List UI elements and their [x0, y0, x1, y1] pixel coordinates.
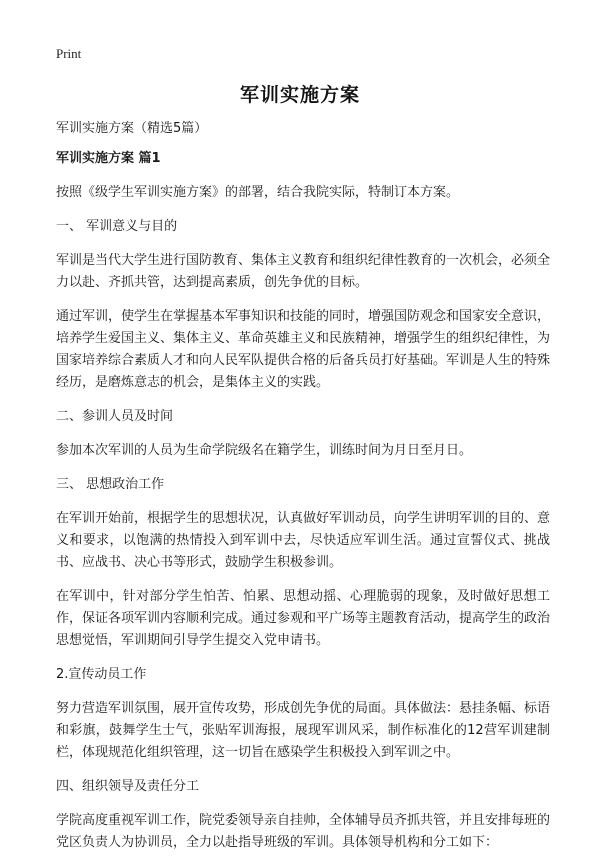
paragraph: 军训是当代大学生进行国防教育、集体主义教育和组织纪律性教育的一次机会，必须全力以赴、齐抓共管，达到提高素质，创先争优的目标。 — [56, 253, 551, 290]
paragraph: 参加本次军训的人员为生命学院级名在籍学生，训练时间为月日至月日。 — [56, 443, 473, 458]
paragraph: 通过军训，使学生在掌握基本军事知识和技能的同时，增强国防观念和国家安全意识，培养学生爱国主义、集体主义、革命英雄主义和民族精神，增强学生的组织纪律性，为国家培养综合素质人才和向人民军队提供合格的后备兵员打好基础。军训是人生的特殊经历，是磨炼意志的机会，是集体主义的实践。 — [56, 309, 551, 390]
paragraph: 在军训开始前，根据学生的思想状况，认真做好军训动员，向学生讲明军训的目的、意义和要求，以饱满的热情投入到军训中去，尽快适应军训生活。通过宣誓仪式、挑战书、应战书、决心书等形式，鼓励学生积极参训。 — [56, 511, 551, 570]
section-heading: 二、参训人员及时间 — [56, 409, 174, 424]
paragraph: 学院高度重视军训工作，院党委领导亲自挂帅，全体辅导员齐抓共管，并且安排每班的党区负责人为协训员，全力以赴指导班级的军训。具体领导机构和分工如下： — [56, 813, 551, 850]
section-heading: 三、 思想政治工作 — [56, 477, 165, 492]
paragraph: 努力营造军训氛围，展开宣传攻势，形成创先争优的局面。具体做法：悬挂条幅、标语和彩旗，鼓舞学生士气，张贴军训海报，展现军训风采，制作标准化的12营军训建制栏，体现规范化组织管理，这一切旨在感染学生积极投入到军训之中。 — [56, 701, 551, 760]
section-title: 军训实施方案 篇1 — [56, 151, 161, 166]
section-heading: 四、组织领导及责任分工 — [56, 779, 200, 794]
section-heading: 2.宣传动员工作 — [56, 667, 147, 682]
section-heading: 一、 军训意义与目的 — [56, 219, 178, 234]
intro-paragraph: 按照《级学生军训实施方案》的部署，结合我院实际，特制订本方案。 — [56, 185, 460, 200]
document-subtitle: 军训实施方案（精选5篇） — [56, 121, 208, 136]
page-title: 军训实施方案 — [239, 84, 360, 106]
print-link[interactable]: Print — [56, 46, 82, 61]
paragraph: 在军训中，针对部分学生怕苦、怕累、思想动摇、心理脆弱的现象，及时做好思想工作，保证各项军训内容顺利完成。通过参观和平广场等主题教育活动，提高学生的政治思想觉悟，军训期间引导学生提交入党申请书。 — [56, 589, 551, 648]
document-body — [56, 118, 550, 866]
